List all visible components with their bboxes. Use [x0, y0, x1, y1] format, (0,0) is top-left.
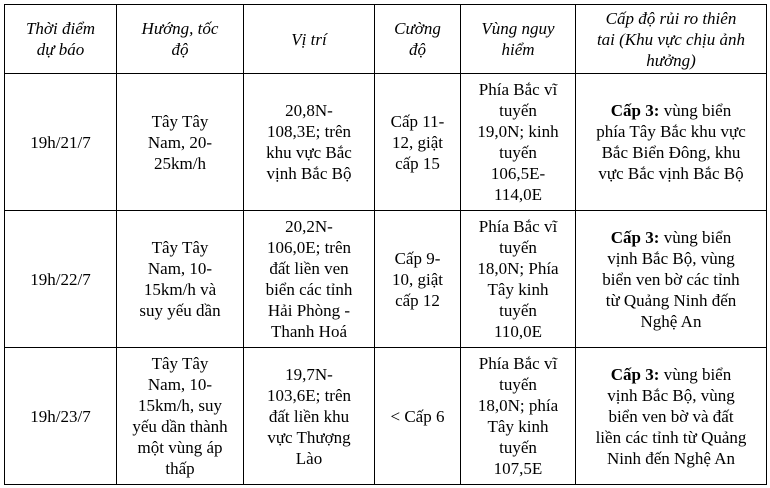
cell-intensity: Cấp 9- 10, giật cấp 12 — [375, 211, 461, 348]
header-row — [5, 5, 767, 74]
risk-area-text: vùng biển phía Tây Bắc khu vực Bắc Biển Đông, khu vực Bắc vịnh Bắc Bộ — [596, 101, 746, 183]
cell-direction: Tây Tây Nam, 20- 25km/h — [117, 74, 244, 211]
cell-position: 20,8N- 108,3E; trên khu vực Bắc vịnh Bắc Bộ — [244, 74, 375, 211]
cell-direction: Tây Tây Nam, 10- 15km/h, suy yếu dần thành một vùng áp thấp — [117, 348, 244, 485]
header-danger-zone: Vùng nguy hiểm — [461, 5, 576, 74]
risk-area-text: vùng biển vịnh Bắc Bộ, vùng biển ven bờ các tỉnh từ Quảng Ninh đến Nghệ An — [602, 227, 740, 331]
forecast-table — [4, 4, 767, 485]
header-risk-level: Cấp độ rủi ro thiên tai (Khu vực chịu ảnh hưởng) — [576, 5, 767, 74]
cell-time: 19h/23/7 — [5, 348, 117, 485]
table-row — [5, 74, 767, 211]
cell-danger-zone: Phía Bắc vĩ tuyến 19,0N; kinh tuyến 106,5E- 114,0E — [461, 74, 576, 211]
cell-direction: Tây Tây Nam, 10- 15km/h và suy yếu dần — [117, 211, 244, 348]
header-position: Vị trí — [244, 5, 375, 74]
cell-risk — [576, 348, 767, 485]
cell-danger-zone: Phía Bắc vĩ tuyến 18,0N; Phía Tây kinh tuyến 110,0E — [461, 211, 576, 348]
cell-time: 19h/21/7 — [5, 74, 117, 211]
cell-intensity: Cấp 11- 12, giật cấp 15 — [375, 74, 461, 211]
cell-risk — [576, 74, 767, 211]
risk-level-label: Cấp 3: — [610, 101, 660, 120]
header-time: Thời điểm dự báo — [5, 5, 117, 74]
risk-level-label: Cấp 3: — [610, 227, 660, 247]
risk-level-label: Cấp 3: — [610, 364, 660, 384]
table-row — [5, 348, 767, 485]
cell-position: 19,7N- 103,6E; trên đất liền khu vực Thượng Lào — [244, 348, 375, 485]
risk-area-text: vùng biển vịnh Bắc Bộ, vùng biển ven bờ và đất liền các tỉnh từ Quảng Ninh đến Nghệ An — [595, 364, 747, 468]
cell-risk — [576, 211, 767, 348]
cell-danger-zone: Phía Bắc vĩ tuyến 18,0N; phía Tây kinh tuyến 107,5E — [461, 348, 576, 485]
cell-intensity: < Cấp 6 — [375, 348, 461, 485]
table-row — [5, 211, 767, 348]
header-direction: Hướng, tốc độ — [117, 5, 244, 74]
header-intensity: Cường độ — [375, 5, 461, 74]
cell-time: 19h/22/7 — [5, 211, 117, 348]
cell-position: 20,2N- 106,0E; trên đất liền ven biển các tỉnh Hải Phòng - Thanh Hoá — [244, 211, 375, 348]
